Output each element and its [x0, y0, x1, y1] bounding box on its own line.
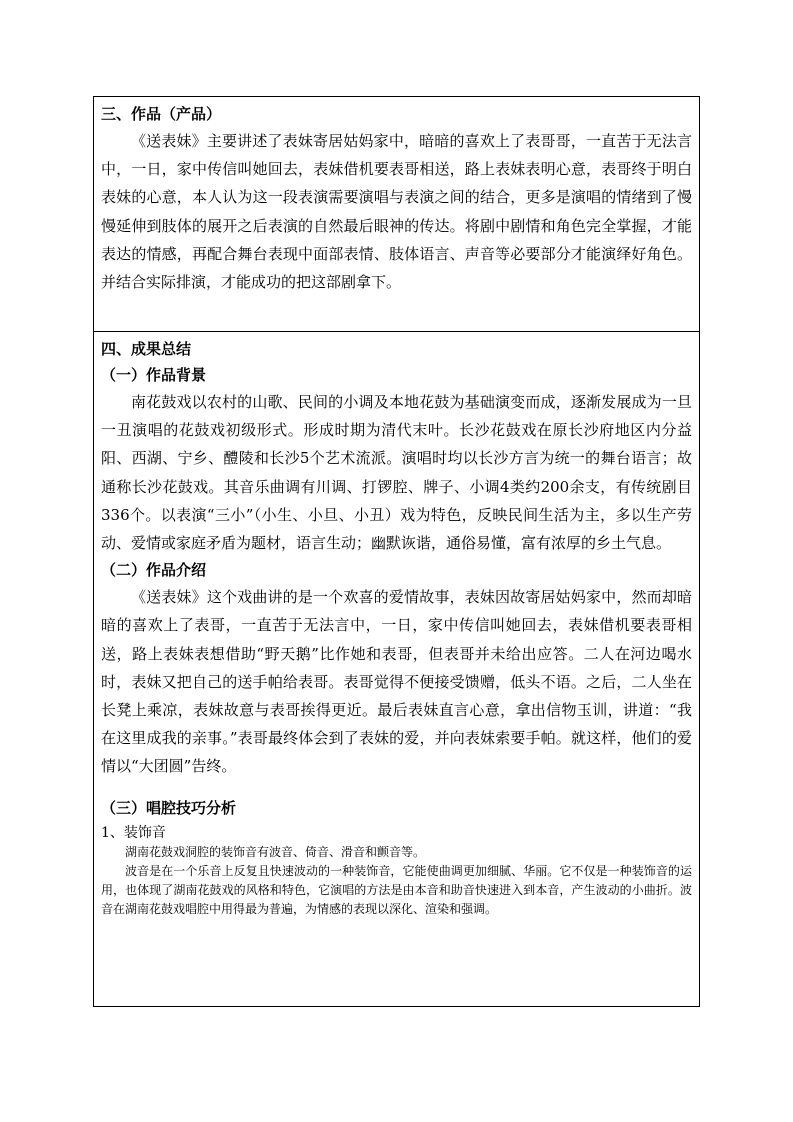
section-heading-summary: 四、成果总结: [101, 340, 192, 358]
spacer: [101, 781, 692, 795]
ornament-paragraph-1: 湖南花鼓戏洞腔的装饰音有波音、倚音、滑音和颤音等。: [125, 844, 426, 859]
ornament-paragraph-2: 波音是在一个乐音上反复且快速波动的一种装饰音，它能使曲调更加细腻、华丽。它不仅是一种装饰音的运用，也体现了湖南花鼓戏的风格和特色，它演唱的方法是由本音和助音快速进入到本音，产生波动的小曲折。波音在湖南花鼓戏唱腔中用得最为普遍，为情感的表现以深化、渲染和强调。: [101, 863, 692, 916]
product-paragraph: 《送表妹》主要讲述了表妹寄居姑妈家中，暗暗的喜欢上了表哥哥，一直苦于无法言中，一日，家中传信叫她回去，表妹借机要表哥相送，路上表妹表明心意，表哥终于明白表妹的心意，本人认为这一段表演需要演唱与表演之间的结合，更多是演唱的情绪到了慢慢延伸到肢体的展开之后表演的自然最后眼神的传达。将剧中剧情和角色完全掌握，才能表达的情感，再配合舞台表现中面部表情、肢体语言、声音等必要部分才能演绎好角色。并结合实际排演，才能成功的把这部剧拿下。: [101, 132, 692, 292]
subheading-vocal-analysis: （三）唱腔技巧分析: [101, 798, 237, 817]
section-heading-product: 三、作品（产品）: [101, 105, 222, 123]
subheading-background: （一）作品背景: [101, 366, 207, 384]
item-ornament-title: 1、装饰音: [101, 824, 166, 841]
background-paragraph: 南花鼓戏以农村的山歌、民间的小调及本地花鼓为基础演变而成，逐渐发展成为一旦一丑演唱的花鼓戏初级形式。形成时期为清代末叶。长沙花鼓戏在原长沙府地区内分益阳、西湖、宁乡、醴陵和长沙5个艺术流派。演唱时均以长沙方言为统一的舞台语言；故通称长沙花鼓戏。其音乐曲调有川调、打锣腔、牌子、小调4类约200余支，有传统剧目336个。以表演“三小”（小生、小旦、小丑）戏为特色，反映民间生活为主，多以生产劳动、爱情或家庭矛盾为题材，语言生动；幽默诙谐，通俗易懂，富有浓厚的乡土气息。: [101, 393, 692, 553]
section-product: [93, 96, 700, 332]
subheading-introduction: （二）作品介绍: [101, 561, 207, 580]
introduction-paragraph: 《送表妹》这个戏曲讲的是一个欢喜的爱情故事，表妹因故寄居姑妈家中，然而却暗暗的喜欢上了表哥，一直苦于无法言中，一日，家中传信叫她回去，表妹借机要表哥相送，路上表妹表想借助“野天鹅”比作她和表哥，但表哥并未给出应答。二人在河边喝水时，表妹又把自己的送手帕给表哥。表哥觉得不便接受馈赠，低头不语。之后，二人坐在长凳上乘凉，表妹故意与表哥挨得更近。最后表妹直言心意，拿出信物玉训，讲道：“我在这里成我的亲事。”表哥最终体会到了表妹的爱，并向表妹索要手帕。就这样，他们的爱情以“大团圆”告终。: [101, 588, 692, 776]
section-summary: [93, 332, 700, 1007]
document-table: [93, 96, 700, 1007]
